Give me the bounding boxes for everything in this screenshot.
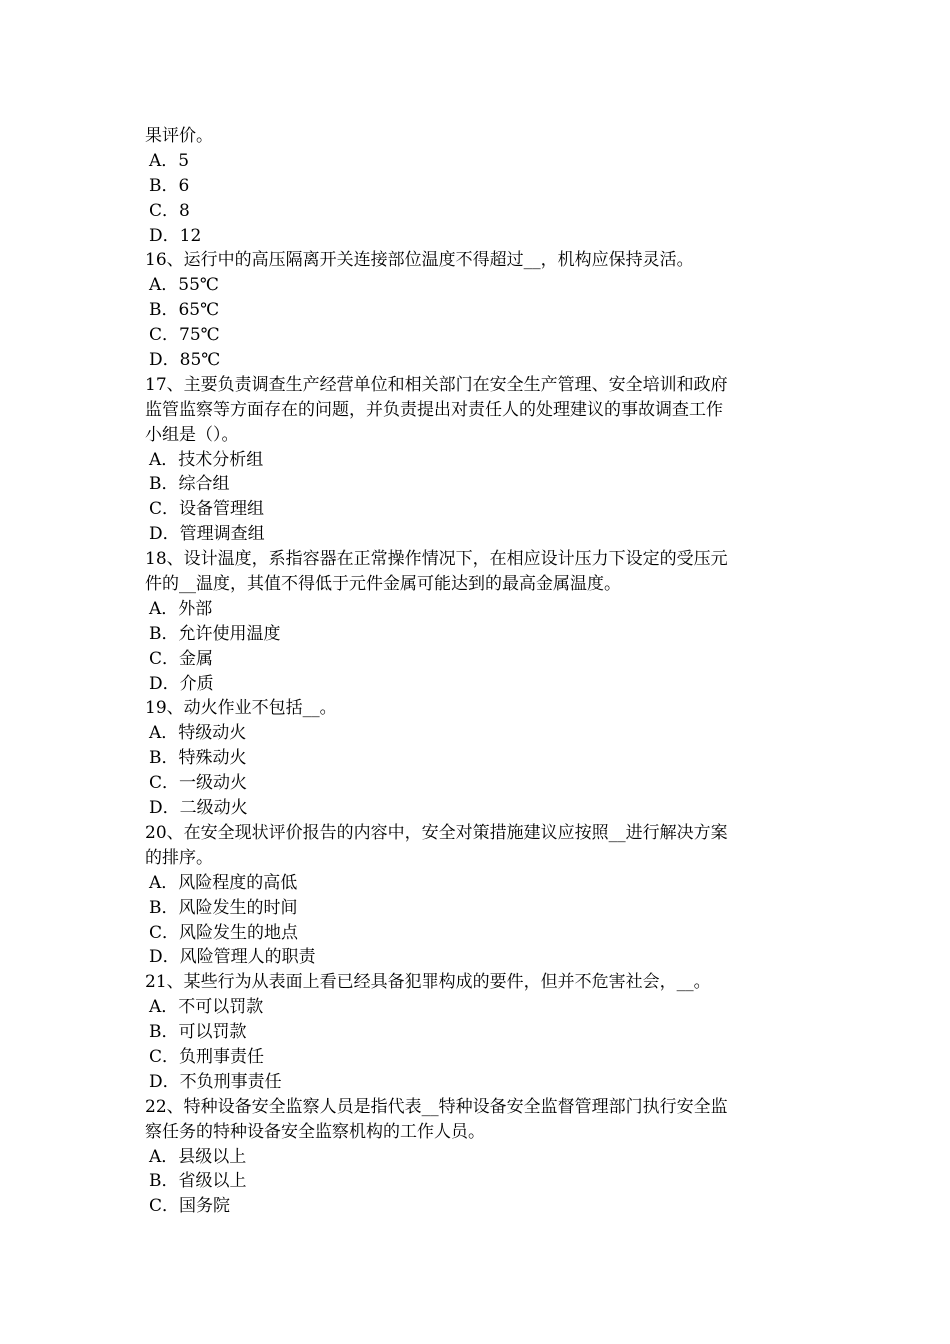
question-17-text: 小组是（）。 xyxy=(145,424,239,445)
question-16-text: 16、运行中的高压隔离开关连接部位温度不得超过__，机构应保持灵活。 xyxy=(145,250,694,271)
option-line: C．国务院 xyxy=(149,1196,231,1217)
document-page xyxy=(145,124,810,1219)
option-line: D．85℃ xyxy=(149,350,221,371)
option-line: A．外部 xyxy=(149,598,213,619)
option-line: D．12 xyxy=(149,225,202,246)
option-line: A．55℃ xyxy=(149,275,219,296)
option-line: A．风险程度的高低 xyxy=(149,872,298,893)
option-line: B．风险发生的时间 xyxy=(149,897,298,918)
option-line: C．设备管理组 xyxy=(149,499,265,520)
option-line: D．管理调查组 xyxy=(149,524,265,545)
question-17-text: 监管监察等方面存在的问题，并负责提出对责任人的处理建议的事故调查工作 xyxy=(145,399,723,420)
option-line: B．省级以上 xyxy=(149,1171,247,1192)
option-line: C．负刑事责任 xyxy=(149,1046,265,1067)
option-line: D．介质 xyxy=(149,673,214,694)
option-line: C．金属 xyxy=(149,648,214,669)
option-line: B．综合组 xyxy=(149,474,230,495)
option-line: D．二级动火 xyxy=(149,798,248,819)
question-20-text: 的排序。 xyxy=(145,847,213,868)
question-17-text: 17、主要负责调查生产经营单位和相关部门在安全生产管理、安全培训和政府 xyxy=(145,374,728,395)
option-line: C．75℃ xyxy=(149,325,220,346)
option-line: B．特殊动火 xyxy=(149,748,247,769)
option-line: C．风险发生的地点 xyxy=(149,922,299,943)
option-line: A．技术分析组 xyxy=(149,449,264,470)
option-line: B．可以罚款 xyxy=(149,1022,247,1043)
question-22-text: 察任务的特种设备安全监察机构的工作人员。 xyxy=(145,1121,485,1142)
question-22-text: 22、特种设备安全监察人员是指代表__特种设备安全监督管理部门执行安全监 xyxy=(145,1096,728,1117)
option-line: C．一级动火 xyxy=(149,773,248,794)
option-line: A．5 xyxy=(149,150,190,171)
option-line: B．65℃ xyxy=(149,300,220,321)
question-18-text: 件的__温度，其值不得低于元件金属可能达到的最高金属温度。 xyxy=(145,574,621,595)
option-line: B．允许使用温度 xyxy=(149,623,281,644)
option-line: D．风险管理人的职责 xyxy=(149,947,316,968)
question-21-text: 21、某些行为从表面上看已经具备犯罪构成的要件，但并不危害社会，__。 xyxy=(145,972,711,993)
option-line: A．特级动火 xyxy=(149,723,247,744)
option-line: A．县级以上 xyxy=(149,1146,247,1167)
option-line: B．6 xyxy=(149,175,190,196)
question-19-text: 19、动火作业不包括__。 xyxy=(145,698,337,719)
question-18-text: 18、设计温度，系指容器在正常操作情况下，在相应设计压力下设定的受压元 xyxy=(145,549,728,570)
option-line: C．8 xyxy=(149,200,190,221)
continuation-text: 果评价。 xyxy=(145,126,213,146)
option-line: D．不负刑事责任 xyxy=(149,1071,282,1092)
option-line: A．不可以罚款 xyxy=(149,997,264,1018)
question-20-text: 20、在安全现状评价报告的内容中，安全对策措施建议应按照__进行解决方案 xyxy=(145,822,728,843)
